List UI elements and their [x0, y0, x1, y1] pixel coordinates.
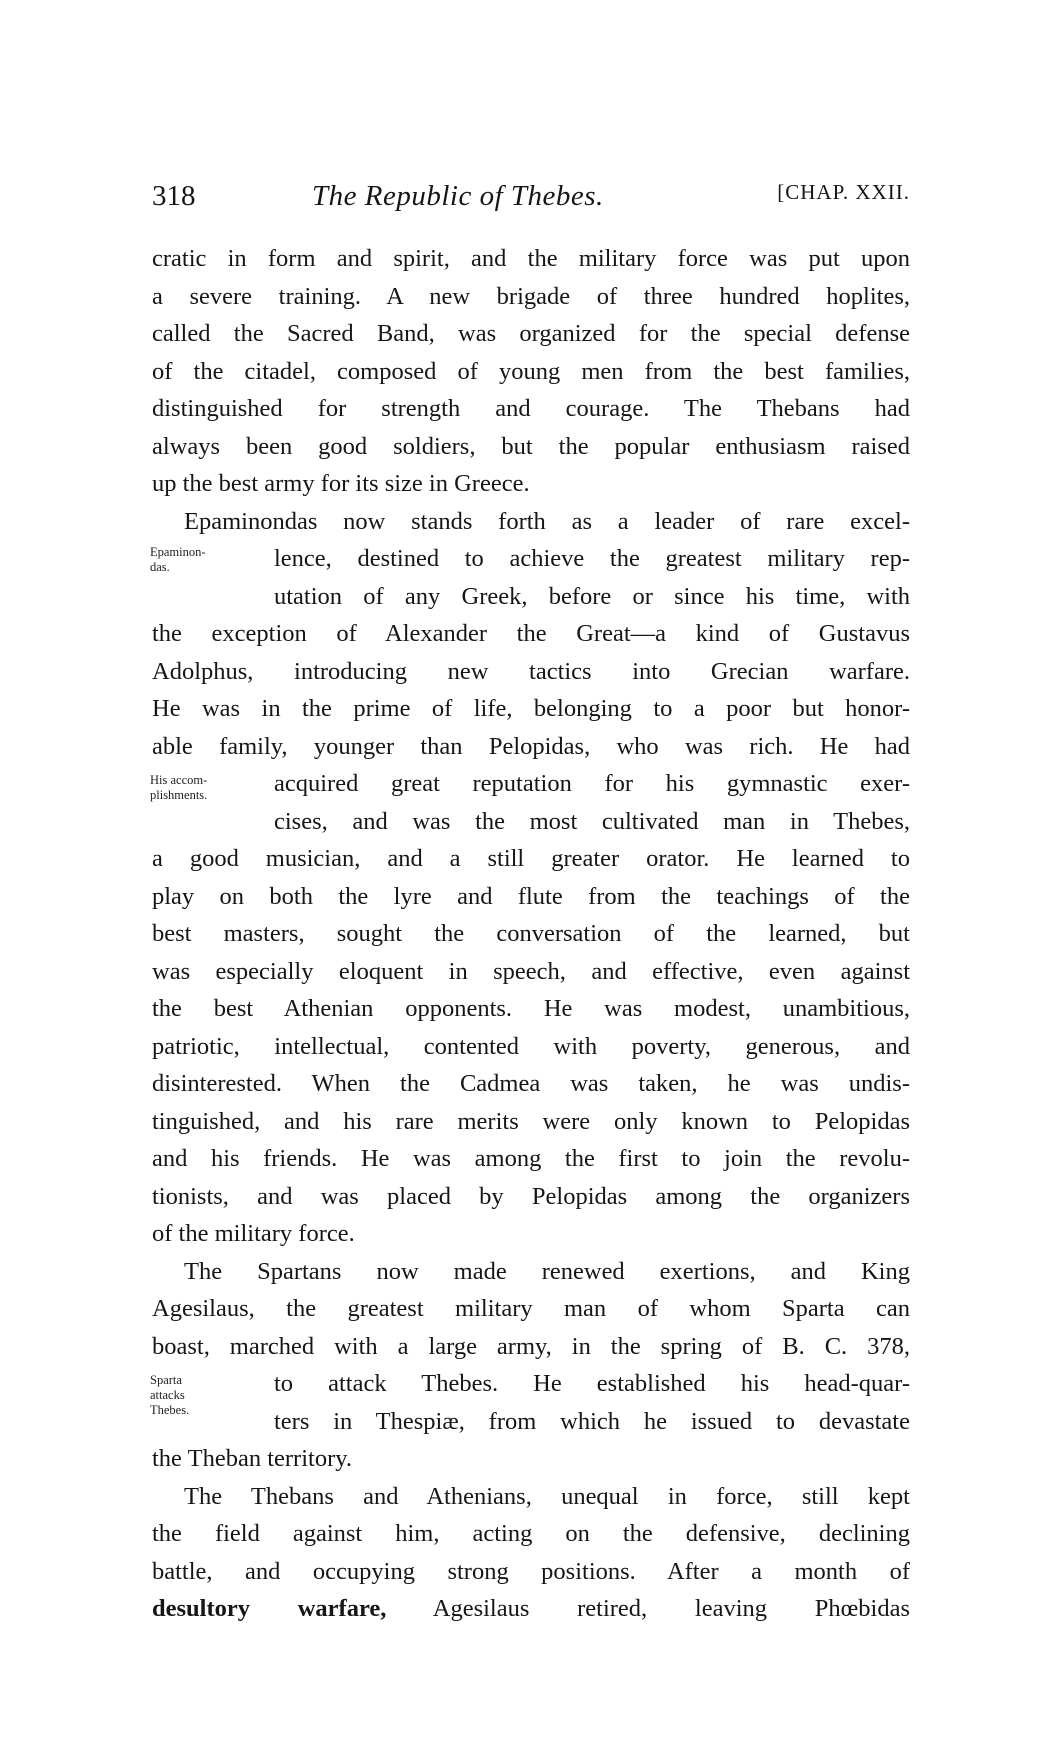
text-line: and his friends. He was among the first to join the revolu- [152, 1145, 910, 1172]
text-line: distinguished for strength and courage. The Thebans had [152, 395, 910, 422]
sidenote-sparta [150, 1373, 270, 1418]
text-line: of the military force. [152, 1220, 355, 1247]
text-line: cises, and was the most cultivated man in Thebes, [274, 808, 910, 835]
text-line: tinguished, and his rare merits were only known to Pelopidas [152, 1108, 910, 1135]
text-line: play on both the lyre and flute from the teachings of the [152, 883, 910, 910]
sidenote-line: Thebes. [150, 1403, 190, 1417]
text-line: able family, younger than Pelopidas, who was rich. He had [152, 733, 910, 760]
text-line: battle, and occupying strong positions. After a month of [152, 1558, 910, 1585]
text-line: acquired great reputation for his gymnastic exer- [274, 770, 910, 797]
text-line: called the Sacred Band, was organized for the special defense [152, 320, 910, 347]
text-line: disinterested. When the Cadmea was taken, he was undis- [152, 1070, 910, 1097]
text-line: of the citadel, composed of young men from the best families, [152, 358, 910, 385]
page-number: 318 [152, 180, 196, 212]
text-line: a severe training. A new brigade of three hundred hoplites, [152, 283, 910, 310]
sidenote-line: Epaminon- [150, 545, 206, 559]
text-line: up the best army for its size in Greece. [152, 470, 530, 497]
text-line: Epaminondas now stands forth as a leader of rare excel- [184, 508, 910, 535]
text-line: was especially eloquent in speech, and effective, even against [152, 958, 910, 985]
bold-phrase: desultory warfare, [152, 1595, 387, 1622]
sidenote-line: das. [150, 560, 170, 574]
chapter-label: [CHAP. XXII. [777, 180, 910, 204]
text-line: The Spartans now made renewed exertions, and King [184, 1258, 910, 1285]
text-line-rest: Agesilaus retired, leaving Phœbidas [432, 1595, 910, 1622]
sidenote-epaminondas [150, 545, 270, 575]
sidenote-line: Sparta [150, 1373, 182, 1387]
text-line: tionists, and was placed by Pelopidas among the organizers [152, 1183, 910, 1210]
sidenote-line: attacks [150, 1388, 185, 1402]
text-line: He was in the prime of life, belonging to a poor but honor- [152, 695, 910, 722]
text-line: Adolphus, introducing new tactics into Grecian warfare. [152, 658, 910, 685]
text-line-final [152, 1592, 910, 1626]
text-line: always been good soldiers, but the popular enthusiasm raised [152, 433, 910, 460]
text-line: Agesilaus, the greatest military man of whom Sparta can [152, 1295, 910, 1322]
page-header [152, 180, 910, 220]
text-line: the field against him, acting on the defensive, declining [152, 1520, 910, 1547]
text-line: best masters, sought the conversation of the learned, but [152, 920, 910, 947]
text-line: ters in Thespiæ, from which he issued to devastate [274, 1408, 910, 1435]
text-line: lence, destined to achieve the greatest military rep- [274, 545, 910, 572]
sidenote-line: plishments. [150, 788, 208, 802]
text-line: cratic in form and spirit, and the military force was put upon [152, 245, 910, 272]
text-line: the best Athenian opponents. He was modest, unambitious, [152, 995, 910, 1022]
text-line: the Theban territory. [152, 1445, 353, 1472]
text-line: utation of any Greek, before or since his time, with [274, 583, 910, 610]
text-line: a good musician, and a still greater orator. He learned to [152, 845, 910, 872]
text-line: the exception of Alexander the Great—a kind of Gustavus [152, 620, 910, 647]
sidenote-line: His accom- [150, 773, 208, 787]
text-line: patriotic, intellectual, contented with poverty, generous, and [152, 1033, 910, 1060]
sidenote-accomplishments [150, 773, 270, 803]
text-line: The Thebans and Athenians, unequal in force, still kept [184, 1483, 910, 1510]
text-line: to attack Thebes. He established his head-quar- [274, 1370, 910, 1397]
text-line: boast, marched with a large army, in the spring of B. C. 378, [152, 1333, 910, 1360]
running-title: The Republic of Thebes. [312, 180, 604, 212]
